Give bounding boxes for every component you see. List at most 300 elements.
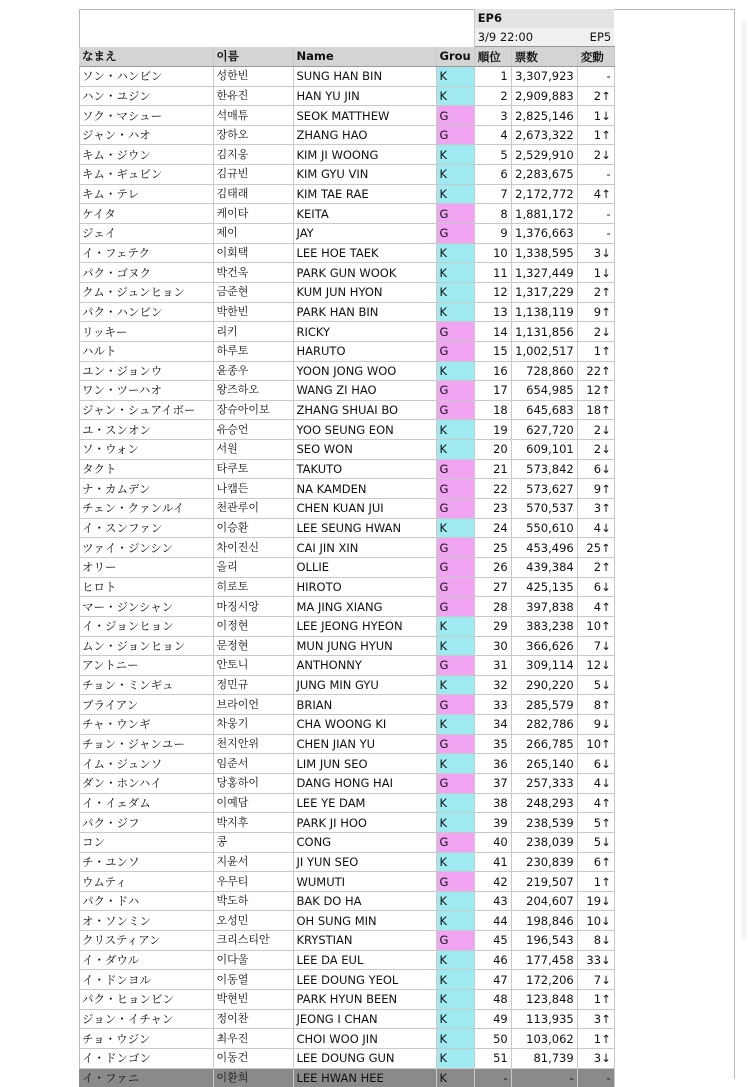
cell-votes[interactable]: 2,283,675 bbox=[511, 165, 577, 185]
cell-group[interactable]: K bbox=[436, 361, 474, 381]
cell-rank[interactable]: 18 bbox=[474, 400, 511, 420]
cell-change[interactable]: 9↑ bbox=[577, 479, 614, 499]
cell-votes[interactable]: 309,114 bbox=[511, 656, 577, 676]
cell-kana[interactable]: イ・ファニ bbox=[79, 1068, 213, 1087]
cell-kana[interactable]: ジョン・イチャン bbox=[79, 1009, 213, 1029]
cell-votes[interactable]: 573,627 bbox=[511, 479, 577, 499]
cell-votes[interactable]: 2,825,146 bbox=[511, 106, 577, 126]
cell-rank[interactable]: 50 bbox=[474, 1029, 511, 1049]
cell-votes[interactable]: 654,985 bbox=[511, 381, 577, 401]
table-row[interactable] bbox=[79, 381, 614, 401]
cell-korean[interactable]: 왕즈하오 bbox=[213, 381, 293, 401]
cell-name[interactable]: ANTHONNY bbox=[293, 656, 436, 676]
cell-kana[interactable]: キム・テレ bbox=[79, 184, 213, 204]
cell-korean[interactable]: 장하오 bbox=[213, 125, 293, 145]
cell-kana[interactable]: イ・ドンゴン bbox=[79, 1048, 213, 1068]
cell-rank[interactable]: 32 bbox=[474, 675, 511, 695]
cell-votes[interactable]: 2,529,910 bbox=[511, 145, 577, 165]
cell-name[interactable]: MA JING XIANG bbox=[293, 597, 436, 617]
cell-korean[interactable]: 이승환 bbox=[213, 518, 293, 538]
cell-kana[interactable]: コン bbox=[79, 832, 213, 852]
cell-rank[interactable]: 14 bbox=[474, 322, 511, 342]
cell-name[interactable]: WUMUTI bbox=[293, 872, 436, 892]
cell-votes[interactable]: 2,909,883 bbox=[511, 86, 577, 106]
cell-korean[interactable]: 최우진 bbox=[213, 1029, 293, 1049]
cell-group[interactable]: G bbox=[436, 656, 474, 676]
cell-votes[interactable]: 1,317,229 bbox=[511, 282, 577, 302]
cell-kana[interactable]: パク・ゴヌク bbox=[79, 263, 213, 283]
cell-votes[interactable]: 172,206 bbox=[511, 970, 577, 990]
cell-korean[interactable]: 문정현 bbox=[213, 636, 293, 656]
cell-korean[interactable]: 이예담 bbox=[213, 793, 293, 813]
cell-rank[interactable]: 2 bbox=[474, 86, 511, 106]
table-row[interactable] bbox=[79, 125, 614, 145]
table-row[interactable] bbox=[79, 86, 614, 106]
cell-group[interactable]: G bbox=[436, 577, 474, 597]
cell-korean[interactable]: 김규빈 bbox=[213, 165, 293, 185]
cell-change[interactable]: 1↑ bbox=[577, 1029, 614, 1049]
cell-group[interactable]: K bbox=[436, 1048, 474, 1068]
cell-change[interactable]: 3↓ bbox=[577, 243, 614, 263]
cell-korean[interactable]: 서원 bbox=[213, 440, 293, 460]
cell-change[interactable]: 8↑ bbox=[577, 695, 614, 715]
cell-name[interactable]: PARK HAN BIN bbox=[293, 302, 436, 322]
header-votes[interactable]: 票数 bbox=[511, 47, 577, 67]
table-row[interactable] bbox=[79, 950, 614, 970]
table-row[interactable] bbox=[79, 715, 614, 735]
cell-change[interactable]: - bbox=[577, 66, 614, 86]
cell-rank[interactable]: 31 bbox=[474, 656, 511, 676]
cell-change[interactable]: 4↓ bbox=[577, 518, 614, 538]
cell-change[interactable]: 2↓ bbox=[577, 440, 614, 460]
cell-korean[interactable]: 정민규 bbox=[213, 675, 293, 695]
table-row[interactable] bbox=[79, 420, 614, 440]
cell-votes[interactable]: 290,220 bbox=[511, 675, 577, 695]
cell-votes[interactable]: 1,338,595 bbox=[511, 243, 577, 263]
cell-kana[interactable]: チョン・ミンギュ bbox=[79, 675, 213, 695]
cell-rank[interactable]: 29 bbox=[474, 616, 511, 636]
cell-korean[interactable]: 지윤서 bbox=[213, 852, 293, 872]
cell-votes[interactable]: 627,720 bbox=[511, 420, 577, 440]
cell-kana[interactable]: イム・ジュンソ bbox=[79, 754, 213, 774]
cell-change[interactable]: 18↑ bbox=[577, 400, 614, 420]
cell-korean[interactable]: 성한빈 bbox=[213, 66, 293, 86]
cell-name[interactable]: LEE HWAN HEE bbox=[293, 1068, 436, 1087]
cell-name[interactable]: HAN YU JIN bbox=[293, 86, 436, 106]
cell-change[interactable]: 6↓ bbox=[577, 577, 614, 597]
cell-group[interactable]: G bbox=[436, 341, 474, 361]
cell-kana[interactable]: イ・イェダム bbox=[79, 793, 213, 813]
cell-change[interactable]: 3↑ bbox=[577, 1009, 614, 1029]
cell-change[interactable]: 1↑ bbox=[577, 872, 614, 892]
cell-kana[interactable]: ムン・ジョンヒョン bbox=[79, 636, 213, 656]
cell-name[interactable]: SEO WON bbox=[293, 440, 436, 460]
cell-change[interactable]: 4↑ bbox=[577, 184, 614, 204]
table-row[interactable] bbox=[79, 106, 614, 126]
cell-name[interactable]: ZHANG SHUAI BO bbox=[293, 400, 436, 420]
cell-korean[interactable]: 한유진 bbox=[213, 86, 293, 106]
cell-name[interactable]: LEE JEONG HYEON bbox=[293, 616, 436, 636]
cell-votes[interactable]: - bbox=[511, 1068, 577, 1087]
table-row[interactable] bbox=[79, 695, 614, 715]
cell-kana[interactable]: ソク・マシュー bbox=[79, 106, 213, 126]
cell-kana[interactable]: ヒロト bbox=[79, 577, 213, 597]
cell-votes[interactable]: 453,496 bbox=[511, 538, 577, 558]
table-row[interactable] bbox=[79, 891, 614, 911]
header-change[interactable]: 変動 bbox=[577, 47, 614, 67]
cell-korean[interactable]: 제이 bbox=[213, 224, 293, 244]
cell-kana[interactable]: マー・ジンシャン bbox=[79, 597, 213, 617]
cell-name[interactable]: PARK JI HOO bbox=[293, 813, 436, 833]
cell-korean[interactable]: 이회택 bbox=[213, 243, 293, 263]
table-row[interactable] bbox=[79, 931, 614, 951]
table-row[interactable] bbox=[79, 970, 614, 990]
cell-change[interactable]: 12↓ bbox=[577, 656, 614, 676]
cell-kana[interactable]: パク・ヒョンビン bbox=[79, 990, 213, 1010]
cell-kana[interactable]: アントニー bbox=[79, 656, 213, 676]
cell-change[interactable]: 33↓ bbox=[577, 950, 614, 970]
cell-rank[interactable]: 13 bbox=[474, 302, 511, 322]
table-row[interactable] bbox=[79, 557, 614, 577]
cell-name[interactable]: MUN JUNG HYUN bbox=[293, 636, 436, 656]
cell-kana[interactable]: ソン・ハンビン bbox=[79, 66, 213, 86]
cell-change[interactable]: 7↓ bbox=[577, 636, 614, 656]
cell-change[interactable]: 5↑ bbox=[577, 813, 614, 833]
cell-name[interactable]: KIM TAE RAE bbox=[293, 184, 436, 204]
table-row[interactable] bbox=[79, 813, 614, 833]
cell-name[interactable]: LIM JUN SEO bbox=[293, 754, 436, 774]
cell-name[interactable]: LEE SEUNG HWAN bbox=[293, 518, 436, 538]
cell-group[interactable]: G bbox=[436, 106, 474, 126]
cell-name[interactable]: DANG HONG HAI bbox=[293, 773, 436, 793]
cell-korean[interactable]: 천관루이 bbox=[213, 499, 293, 519]
cell-name[interactable]: YOON JONG WOO bbox=[293, 361, 436, 381]
table-row[interactable] bbox=[79, 400, 614, 420]
cell-korean[interactable]: 석매튜 bbox=[213, 106, 293, 126]
cell-korean[interactable]: 나캠든 bbox=[213, 479, 293, 499]
table-row[interactable] bbox=[79, 793, 614, 813]
cell-rank[interactable]: 3 bbox=[474, 106, 511, 126]
cell-change[interactable]: - bbox=[577, 165, 614, 185]
cell-kana[interactable]: イ・スンファン bbox=[79, 518, 213, 538]
cell-change[interactable]: 6↓ bbox=[577, 459, 614, 479]
cell-rank[interactable]: 34 bbox=[474, 715, 511, 735]
cell-name[interactable]: NA KAMDEN bbox=[293, 479, 436, 499]
cell-rank[interactable]: 23 bbox=[474, 499, 511, 519]
cell-group[interactable]: G bbox=[436, 773, 474, 793]
table-row[interactable] bbox=[79, 440, 614, 460]
cell-votes[interactable]: 230,839 bbox=[511, 852, 577, 872]
cell-group[interactable]: K bbox=[436, 813, 474, 833]
cell-rank[interactable]: 16 bbox=[474, 361, 511, 381]
table-row[interactable] bbox=[79, 636, 614, 656]
cell-name[interactable]: LEE DOUNG GUN bbox=[293, 1048, 436, 1068]
cell-change[interactable]: 7↓ bbox=[577, 970, 614, 990]
table-row[interactable] bbox=[79, 675, 614, 695]
cell-votes[interactable]: 1,376,663 bbox=[511, 224, 577, 244]
cell-group[interactable]: G bbox=[436, 597, 474, 617]
cell-votes[interactable]: 238,539 bbox=[511, 813, 577, 833]
cell-change[interactable]: 25↑ bbox=[577, 538, 614, 558]
table-row[interactable] bbox=[79, 616, 614, 636]
cell-kana[interactable]: リッキー bbox=[79, 322, 213, 342]
table-row[interactable] bbox=[79, 832, 614, 852]
cell-votes[interactable]: 266,785 bbox=[511, 734, 577, 754]
cell-rank[interactable]: 9 bbox=[474, 224, 511, 244]
cell-rank[interactable]: 19 bbox=[474, 420, 511, 440]
scrollbar[interactable] bbox=[742, 20, 746, 940]
cell-votes[interactable]: 2,172,772 bbox=[511, 184, 577, 204]
cell-korean[interactable]: 유승언 bbox=[213, 420, 293, 440]
cell-change[interactable]: 1↓ bbox=[577, 106, 614, 126]
table-row[interactable] bbox=[79, 911, 614, 931]
cell-change[interactable]: 10↑ bbox=[577, 616, 614, 636]
cell-votes[interactable]: 2,673,322 bbox=[511, 125, 577, 145]
cell-korean[interactable]: 정이찬 bbox=[213, 1009, 293, 1029]
cell-korean[interactable]: 금준현 bbox=[213, 282, 293, 302]
cell-change[interactable]: - bbox=[577, 1068, 614, 1087]
cell-kana[interactable]: ソ・ウォン bbox=[79, 440, 213, 460]
cell-kana[interactable]: パク・ジフ bbox=[79, 813, 213, 833]
cell-rank[interactable]: 40 bbox=[474, 832, 511, 852]
cell-votes[interactable]: 282,786 bbox=[511, 715, 577, 735]
cell-votes[interactable]: 570,537 bbox=[511, 499, 577, 519]
cell-change[interactable]: 2↑ bbox=[577, 282, 614, 302]
cell-korean[interactable]: 이정현 bbox=[213, 616, 293, 636]
cell-korean[interactable]: 박현빈 bbox=[213, 990, 293, 1010]
cell-korean[interactable]: 차이진신 bbox=[213, 538, 293, 558]
cell-kana[interactable]: イ・ジョンヒョン bbox=[79, 616, 213, 636]
cell-kana[interactable]: イ・フェテク bbox=[79, 243, 213, 263]
cell-name[interactable]: LEE HOE TAEK bbox=[293, 243, 436, 263]
cell-kana[interactable]: ジャン・シュアイボー bbox=[79, 400, 213, 420]
cell-group[interactable]: K bbox=[436, 970, 474, 990]
header-name[interactable]: Name bbox=[293, 47, 436, 67]
cell-kana[interactable]: オリー bbox=[79, 557, 213, 577]
cell-votes[interactable]: 573,842 bbox=[511, 459, 577, 479]
table-row[interactable] bbox=[79, 165, 614, 185]
cell-rank[interactable]: 28 bbox=[474, 597, 511, 617]
cell-korean[interactable]: 이환희 bbox=[213, 1068, 293, 1087]
cell-korean[interactable]: 케이타 bbox=[213, 204, 293, 224]
table-row[interactable] bbox=[79, 282, 614, 302]
cell-rank[interactable]: 17 bbox=[474, 381, 511, 401]
cell-change[interactable]: 2↓ bbox=[577, 145, 614, 165]
cell-votes[interactable]: 366,626 bbox=[511, 636, 577, 656]
cell-name[interactable]: SEOK MATTHEW bbox=[293, 106, 436, 126]
cell-rank[interactable]: 8 bbox=[474, 204, 511, 224]
cell-korean[interactable]: 브라이언 bbox=[213, 695, 293, 715]
cell-group[interactable]: G bbox=[436, 204, 474, 224]
cell-name[interactable]: RICKY bbox=[293, 322, 436, 342]
cell-change[interactable]: 9↑ bbox=[577, 302, 614, 322]
cell-name[interactable]: JEONG I CHAN bbox=[293, 1009, 436, 1029]
cell-group[interactable]: K bbox=[436, 263, 474, 283]
header-group[interactable]: Grou bbox=[436, 47, 474, 67]
cell-group[interactable]: K bbox=[436, 911, 474, 931]
cell-rank[interactable]: 6 bbox=[474, 165, 511, 185]
table-row[interactable] bbox=[79, 184, 614, 204]
cell-kana[interactable]: パク・ドハ bbox=[79, 891, 213, 911]
table-row[interactable] bbox=[79, 224, 614, 244]
cell-group[interactable]: K bbox=[436, 793, 474, 813]
cell-votes[interactable]: 177,458 bbox=[511, 950, 577, 970]
cell-rank[interactable]: 24 bbox=[474, 518, 511, 538]
cell-kana[interactable]: ハルト bbox=[79, 341, 213, 361]
cell-rank[interactable]: 10 bbox=[474, 243, 511, 263]
cell-change[interactable]: 1↑ bbox=[577, 125, 614, 145]
cell-votes[interactable]: 257,333 bbox=[511, 773, 577, 793]
cell-group[interactable]: K bbox=[436, 754, 474, 774]
cell-change[interactable]: 4↓ bbox=[577, 773, 614, 793]
table-row[interactable] bbox=[79, 872, 614, 892]
table-row[interactable] bbox=[79, 341, 614, 361]
cell-group[interactable]: K bbox=[436, 282, 474, 302]
cell-group[interactable]: G bbox=[436, 872, 474, 892]
table-row[interactable] bbox=[79, 361, 614, 381]
cell-name[interactable]: CHEN JIAN YU bbox=[293, 734, 436, 754]
cell-group[interactable]: G bbox=[436, 538, 474, 558]
cell-votes[interactable]: 609,101 bbox=[511, 440, 577, 460]
table-row[interactable] bbox=[79, 1009, 614, 1029]
cell-name[interactable]: PARK HYUN BEEN bbox=[293, 990, 436, 1010]
cell-group[interactable]: G bbox=[436, 224, 474, 244]
cell-kana[interactable]: クリスティアン bbox=[79, 931, 213, 951]
cell-korean[interactable]: 임준서 bbox=[213, 754, 293, 774]
cell-group[interactable]: K bbox=[436, 616, 474, 636]
table-row[interactable] bbox=[79, 1029, 614, 1049]
cell-group[interactable]: K bbox=[436, 636, 474, 656]
cell-name[interactable]: LEE YE DAM bbox=[293, 793, 436, 813]
cell-change[interactable]: 4↑ bbox=[577, 597, 614, 617]
cell-change[interactable]: 22↑ bbox=[577, 361, 614, 381]
cell-korean[interactable]: 올리 bbox=[213, 557, 293, 577]
cell-change[interactable]: 2↓ bbox=[577, 420, 614, 440]
cell-rank[interactable]: 47 bbox=[474, 970, 511, 990]
cell-change[interactable]: 1↓ bbox=[577, 263, 614, 283]
table-row[interactable] bbox=[79, 322, 614, 342]
cell-korean[interactable]: 김태래 bbox=[213, 184, 293, 204]
cell-kana[interactable]: ワン・ツーハオ bbox=[79, 381, 213, 401]
cell-group[interactable]: K bbox=[436, 302, 474, 322]
cell-votes[interactable]: 81,739 bbox=[511, 1048, 577, 1068]
cell-votes[interactable]: 1,002,517 bbox=[511, 341, 577, 361]
cell-group[interactable]: G bbox=[436, 499, 474, 519]
cell-rank[interactable]: 51 bbox=[474, 1048, 511, 1068]
cell-kana[interactable]: ジャン・ハオ bbox=[79, 125, 213, 145]
cell-rank[interactable]: 46 bbox=[474, 950, 511, 970]
cell-group[interactable]: K bbox=[436, 675, 474, 695]
cell-group[interactable]: G bbox=[436, 400, 474, 420]
cell-kana[interactable]: ナ・カムデン bbox=[79, 479, 213, 499]
cell-votes[interactable]: 728,860 bbox=[511, 361, 577, 381]
cell-name[interactable]: CONG bbox=[293, 832, 436, 852]
table-row[interactable] bbox=[79, 263, 614, 283]
cell-name[interactable]: HARUTO bbox=[293, 341, 436, 361]
cell-group[interactable]: G bbox=[436, 479, 474, 499]
cell-group[interactable]: K bbox=[436, 145, 474, 165]
cell-rank[interactable]: 39 bbox=[474, 813, 511, 833]
cell-name[interactable]: KEITA bbox=[293, 204, 436, 224]
cell-change[interactable]: 1↑ bbox=[577, 341, 614, 361]
cell-kana[interactable]: チ・ユンソ bbox=[79, 852, 213, 872]
table-row[interactable] bbox=[79, 499, 614, 519]
table-row[interactable] bbox=[79, 66, 614, 86]
cell-group[interactable]: G bbox=[436, 695, 474, 715]
cell-korean[interactable]: 장슈아이보 bbox=[213, 400, 293, 420]
cell-rank[interactable]: 43 bbox=[474, 891, 511, 911]
cell-group[interactable]: K bbox=[436, 440, 474, 460]
cell-rank[interactable]: 11 bbox=[474, 263, 511, 283]
cell-group[interactable]: K bbox=[436, 990, 474, 1010]
cell-kana[interactable]: タクト bbox=[79, 459, 213, 479]
cell-kana[interactable]: オ・ソンミン bbox=[79, 911, 213, 931]
table-row[interactable] bbox=[79, 538, 614, 558]
table-row[interactable] bbox=[79, 577, 614, 597]
cell-votes[interactable]: 204,607 bbox=[511, 891, 577, 911]
cell-group[interactable]: K bbox=[436, 518, 474, 538]
cell-change[interactable]: 6↓ bbox=[577, 754, 614, 774]
cell-rank[interactable]: 12 bbox=[474, 282, 511, 302]
cell-kana[interactable]: チョン・ジャンユー bbox=[79, 734, 213, 754]
cell-change[interactable]: 2↓ bbox=[577, 322, 614, 342]
cell-rank[interactable]: 42 bbox=[474, 872, 511, 892]
cell-name[interactable]: KIM GYU VIN bbox=[293, 165, 436, 185]
cell-group[interactable]: K bbox=[436, 86, 474, 106]
cell-name[interactable]: WANG ZI HAO bbox=[293, 381, 436, 401]
cell-votes[interactable]: 1,138,119 bbox=[511, 302, 577, 322]
cell-rank[interactable]: 44 bbox=[474, 911, 511, 931]
cell-change[interactable]: 12↑ bbox=[577, 381, 614, 401]
table-row[interactable] bbox=[79, 479, 614, 499]
table-row[interactable] bbox=[79, 518, 614, 538]
cell-name[interactable]: OLLIE bbox=[293, 557, 436, 577]
cell-korean[interactable]: 당홍하이 bbox=[213, 773, 293, 793]
cell-name[interactable]: YOO SEUNG EON bbox=[293, 420, 436, 440]
cell-votes[interactable]: 219,507 bbox=[511, 872, 577, 892]
cell-korean[interactable]: 이동건 bbox=[213, 1048, 293, 1068]
cell-korean[interactable]: 윤종우 bbox=[213, 361, 293, 381]
cell-name[interactable]: PARK GUN WOOK bbox=[293, 263, 436, 283]
table-row[interactable] bbox=[79, 459, 614, 479]
cell-korean[interactable]: 타쿠토 bbox=[213, 459, 293, 479]
cell-group[interactable]: K bbox=[436, 1029, 474, 1049]
cell-change[interactable]: 19↓ bbox=[577, 891, 614, 911]
cell-rank[interactable]: 5 bbox=[474, 145, 511, 165]
cell-change[interactable]: 9↓ bbox=[577, 715, 614, 735]
cell-kana[interactable]: パク・ハンビン bbox=[79, 302, 213, 322]
cell-korean[interactable]: 박한빈 bbox=[213, 302, 293, 322]
cell-kana[interactable]: イ・ダウル bbox=[79, 950, 213, 970]
cell-rank[interactable]: 38 bbox=[474, 793, 511, 813]
cell-korean[interactable]: 콩 bbox=[213, 832, 293, 852]
cell-rank[interactable]: 25 bbox=[474, 538, 511, 558]
table-row[interactable] bbox=[79, 754, 614, 774]
cell-rank[interactable]: 26 bbox=[474, 557, 511, 577]
cell-rank[interactable]: 27 bbox=[474, 577, 511, 597]
cell-korean[interactable]: 이동열 bbox=[213, 970, 293, 990]
cell-group[interactable]: K bbox=[436, 950, 474, 970]
cell-rank[interactable]: 45 bbox=[474, 931, 511, 951]
cell-votes[interactable]: 3,307,923 bbox=[511, 66, 577, 86]
table-row[interactable] bbox=[79, 1048, 614, 1068]
cell-rank[interactable]: 22 bbox=[474, 479, 511, 499]
cell-name[interactable]: CHOI WOO JIN bbox=[293, 1029, 436, 1049]
cell-rank[interactable]: 1 bbox=[474, 66, 511, 86]
cell-group[interactable]: K bbox=[436, 420, 474, 440]
cell-korean[interactable]: 우무티 bbox=[213, 872, 293, 892]
cell-rank[interactable]: 35 bbox=[474, 734, 511, 754]
